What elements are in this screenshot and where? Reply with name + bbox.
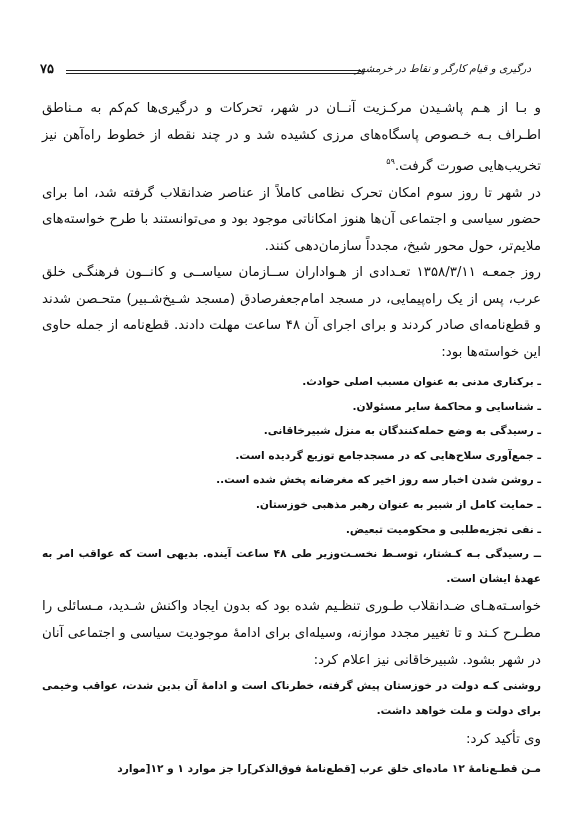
list-item: ـ رسیدگی به وضع حمله‌کنندگان به منزل شبیرخاقانی. [263,425,541,438]
page-header [40,62,543,84]
list-item: ـ نفی تجزیه‌طلبی و محکومیت تبعیض. [345,523,541,536]
paragraph: روز جمعـه ۱۳۵۸/۳/۱۱ تعـدادی از هـواداران ســازمان سیاســی و کانــون فرهنگـی خلق عرب، پس از یک راه‌پیمایی، در مسجد امام‌جعفرصادق (مسجد شـیخ‌شـبیر) متحـصن شدند و قطع‌نامه‌ای صادر کردند و برای اجرای آن ۴۸ ساعت مهلت دادند. قطع‌نامه از جمله حاوی این خواسته‌ها بود: [42,265,542,360]
list-item: ـ روشن شدن اخبار سه روز اخیر که مغرضانه پخش شده است.. [216,474,541,487]
list-item: ـ برکناری مدنی به عنوان مسبب اصلی حوادث. [302,376,541,388]
page-number: ۷۵ [40,62,54,77]
list-item: ـ حمایت کامل از شبیر به عنوان رهبر مذهبی خوزستان. [255,498,541,511]
footnote-ref: ۵۹ [386,157,395,166]
list-item: ـ شناسایی و محاکمهٔ سایر مسئولان. [352,400,541,413]
list-item: ـ جمع‌آوری سلاح‌هایی که در مسجدجامع توزیع گردیده است. [235,449,541,462]
paragraph: خواسـته‌هـای ضـدانقلاب طـوری تنظـیم شده بود که بدون ایجاد واکنش شـدید، مـسائلی را مطـرح کـند و تا تغییر مجدد موازنه، وسیله‌ای برای ادامهٔ موجودیت سیاسی و اجتماعی آنان در شهر بشود. شبیرخاقانی نیز اعلام کرد: [42,599,541,669]
running-title: درگیری و قیام کارگر و نقاط در خرمشهر [354,63,531,75]
header-rule [66,70,361,76]
paragraph-text: و بـا از هـم پاشـیدن مرکـزیت آنــان در شهر، تحرکات و درگیری‌ها کم‌کم به مـناطق اطـراف بـه خـصوص پاسگاه‌های مرزی کشیده شد و در چند نقطه از خطوط راه‌آهن نیز تخریب‌هایی صورت گرفت. [42,101,541,174]
paragraph [42,96,541,181]
paragraph: وی تأکید کرد: [466,731,541,747]
quote: روشنی کـه دولت در خوزستان پیش گرفته، خطرناک است و ادامهٔ آن بدین شدت، عواقب وخیمی برای دولت و ملت خواهد داشت. [42,680,541,717]
body-text [42,96,541,781]
list-item: ــ رسیدگی بـه کـشتار، توسـط نخسـت‌وزیر طی ۴۸ ساعت آینده. بدیهی است که عواقب امر به عهدهٔ ایشان است. [42,548,541,585]
paragraph: در شهر تا روز سوم امکان تحرک نظامی کاملاً از عناصر ضدانقلاب گرفته شد، اما برای حضور سیاسی و اجتماعی آن‌ها هنوز امکاناتی موجود بود و می‌توانستند با طرح خواسته‌های ملایم‌تر، حول محور شیخ، مجدداً سازمان‌دهی کنند. [42,185,541,254]
quote: مـن قطـع‌نامهٔ ۱۲ ماده‌ای خلق عرب [قطع‌نامهٔ فوق‌الذکر]را جز موارد ۱ و ۱۲[موارد [117,762,541,775]
demands-list [42,370,541,591]
